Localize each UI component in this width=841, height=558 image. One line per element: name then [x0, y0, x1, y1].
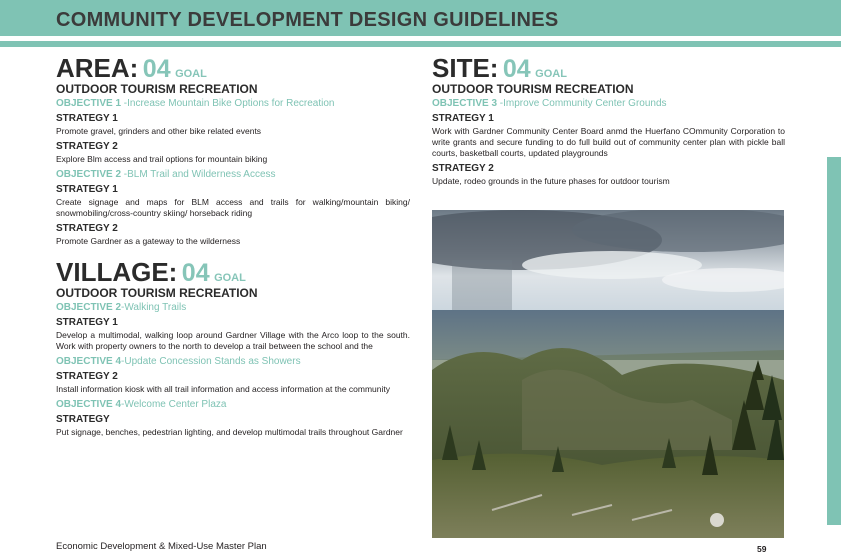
- site-heading: [432, 54, 785, 84]
- strategy-label: STRATEGY 1: [56, 113, 118, 124]
- strategy-text: Promote gravel, grinders and other bike related events: [56, 126, 262, 136]
- strategy-label: STRATEGY 1: [432, 113, 494, 124]
- right-column: [432, 54, 785, 190]
- objective-key: OBJECTIVE 4: [56, 356, 122, 367]
- objective-heading: [56, 97, 410, 111]
- strategy-text: Update, rodeo grounds in the future phases for outdoor tourism: [432, 176, 670, 186]
- objective-key: OBJECTIVE 2: [56, 169, 122, 180]
- objective-key: OBJECTIVE 4: [56, 399, 122, 410]
- area-subtitle: OUTDOOR TOURISM RECREATION: [56, 82, 258, 96]
- site-goal-number: 04: [502, 55, 531, 83]
- side-tab-marker: [827, 157, 841, 525]
- strategy-text: Develop a multimodal, walking loop around Gardner Village with the Arco loop to the south. Work with property owners to the north to develop a trail between the school and the: [56, 330, 410, 351]
- objective-title: -Walking Trails: [121, 302, 187, 313]
- objective-heading: [56, 398, 410, 412]
- objective-key: OBJECTIVE 1: [56, 98, 122, 109]
- area-goal-label: GOAL: [175, 68, 207, 80]
- landscape-photo: [432, 210, 784, 538]
- strategy-text: Work with Gardner Community Center Board anmd the Huerfano COmmunity Corporation to write grants and secure funding to do full build out of community center plan with pickle ball courts, basketball courts, updated playgrounds: [432, 126, 785, 158]
- objective-heading: [56, 355, 410, 369]
- area-heading: [56, 54, 410, 84]
- site-subtitle: OUTDOOR TOURISM RECREATION: [432, 82, 634, 96]
- site-name: SITE:: [432, 53, 499, 83]
- header-divider: [0, 41, 841, 47]
- strategy-text: Explore Blm access and trail options for mountain biking: [56, 154, 268, 164]
- objective-title: -Increase Mountain Bike Options for Recreation: [121, 98, 335, 109]
- left-column: [56, 54, 410, 441]
- objective-heading: [56, 168, 410, 182]
- strategy-text: Promote Gardner as a gateway to the wilderness: [56, 236, 241, 246]
- objective-title: -BLM Trail and Wilderness Access: [121, 169, 276, 180]
- page-title: COMMUNITY DEVELOPMENT DESIGN GUIDELINES: [56, 9, 559, 31]
- objective-title: -Update Concession Stands as Showers: [121, 356, 301, 367]
- strategy-label: STRATEGY 1: [56, 317, 118, 328]
- strategy-label: STRATEGY 2: [432, 163, 494, 174]
- village-goal-label: GOAL: [214, 272, 246, 284]
- objective-heading: [432, 97, 785, 111]
- objective-heading: [56, 301, 410, 315]
- strategy-label: STRATEGY 2: [56, 223, 118, 234]
- objective-title: -Improve Community Center Grounds: [497, 98, 667, 109]
- area-goal-number: 04: [142, 55, 171, 83]
- footer-document-title: Economic Development & Mixed-Use Master Plan: [56, 541, 267, 552]
- village-name: VILLAGE:: [56, 257, 178, 287]
- objective-title: -Welcome Center Plaza: [121, 399, 227, 410]
- strategy-label: STRATEGY 2: [56, 371, 118, 382]
- strategy-text: Put signage, benches, pedestrian lighting, and develop multimodal trails throughout Gardner: [56, 427, 403, 437]
- strategy-label: STRATEGY: [56, 414, 110, 425]
- site-goal-label: GOAL: [535, 68, 567, 80]
- village-goal-number: 04: [181, 259, 210, 287]
- strategy-label: STRATEGY 1: [56, 184, 118, 195]
- strategy-label: STRATEGY 2: [56, 141, 118, 152]
- village-subtitle: OUTDOOR TOURISM RECREATION: [56, 286, 258, 300]
- objective-key: OBJECTIVE 3: [432, 98, 498, 109]
- page-number: 59: [757, 544, 767, 554]
- landscape-illustration: [432, 210, 784, 538]
- objective-key: OBJECTIVE 2: [56, 302, 122, 313]
- strategy-text: Create signage and maps for BLM access and trails for walking/mountain biking/ snowmobiling/cross-country skiing/ horseback riding: [56, 197, 410, 218]
- village-heading: [56, 258, 410, 288]
- strategy-text: Install information kiosk with all trail information and access information at the community: [56, 384, 391, 394]
- area-name: AREA:: [56, 53, 139, 83]
